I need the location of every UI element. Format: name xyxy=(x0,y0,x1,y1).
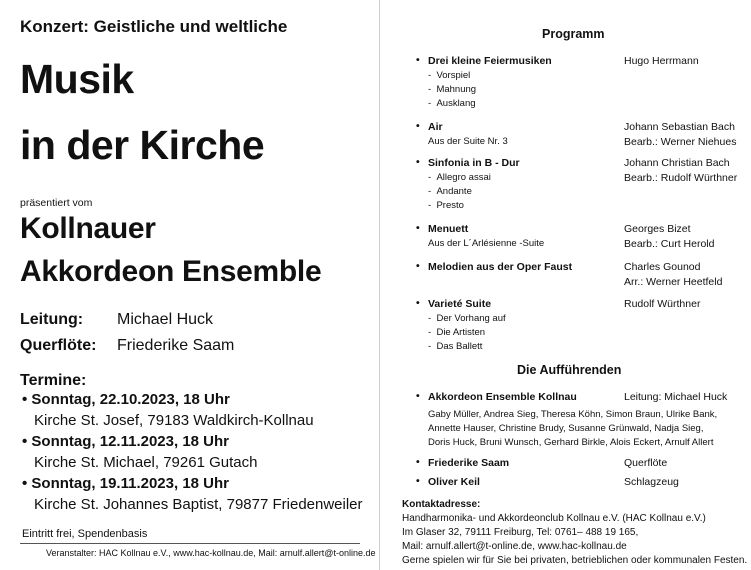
footer-rule xyxy=(20,543,360,544)
contact-line-4: Gerne spielen wir für Sie bei privaten, betrieblichen oder kommunalen Festen. xyxy=(402,555,748,566)
termine-label: Termine: xyxy=(20,372,87,389)
program-item-5-composer: Charles Gounod xyxy=(624,261,701,273)
title-line-1: Musik xyxy=(20,56,134,102)
program-item-4-subtitle: Aus der L´Arlésienne -Suite xyxy=(428,238,545,249)
program-item-6-part: - Der Vorhang auf xyxy=(428,313,506,324)
contact-line-2: Im Glaser 32, 79111 Freiburg, Tel: 0761– 488 19 165, xyxy=(402,527,639,538)
program-item-2-composer: Johann Sebastian Bach xyxy=(624,121,735,133)
program-item-5-arranger: Arr.: Werner Heetfeld xyxy=(624,276,723,288)
soloist-1-instrument: Querflöte xyxy=(624,457,668,469)
program-item-1-part: - Mahnung xyxy=(428,84,477,95)
date-1: • Sonntag, 22.10.2023, 18 Uhr xyxy=(22,391,230,408)
program-item-3-composer: Johann Christian Bach xyxy=(624,157,730,169)
program-item-3-part: - Andante xyxy=(428,186,472,197)
ensemble-leader: Leitung: Michael Huck xyxy=(624,391,728,403)
floete-name: Friederike Saam xyxy=(117,337,235,354)
members-line-3: Doris Huck, Bruni Wunsch, Gerhard Birkle, Alois Eckert, Arnulf Allert xyxy=(428,437,714,448)
program-item-3-part: - Allegro assai xyxy=(428,172,491,183)
programm-heading: Programm xyxy=(542,27,605,41)
place-2: Kirche St. Michael, 79261 Gutach xyxy=(34,454,258,471)
program-item-3-part: - Presto xyxy=(428,200,464,211)
program-item-6-part: - Das Ballett xyxy=(428,341,483,352)
program-item-2-subtitle: Aus der Suite Nr. 3 xyxy=(428,136,508,147)
flyer-right-page xyxy=(380,0,751,570)
ensemble-line-1: Kollnauer xyxy=(20,212,156,245)
contact-line-3: Mail: arnulf.allert@t-online.de, www.hac-kollnau.de xyxy=(402,541,627,552)
program-item-4-composer: Georges Bizet xyxy=(624,223,691,235)
soloist-2-instrument: Schlagzeug xyxy=(624,476,679,488)
title-line-2: in der Kirche xyxy=(20,122,265,168)
date-3: • Sonntag, 19.11.2023, 18 Uhr xyxy=(22,475,230,492)
ensemble-name: • Akkordeon Ensemble Kollnau xyxy=(428,391,577,403)
place-1: Kirche St. Josef, 79183 Waldkirch-Kollnau xyxy=(34,412,314,429)
program-item-6-title: • Varieté Suite xyxy=(428,298,491,310)
program-item-6-composer: Rudolf Würthner xyxy=(624,298,701,310)
program-item-1-composer: Hugo Herrmann xyxy=(624,55,699,67)
leitung-name: Michael Huck xyxy=(117,311,214,328)
program-item-3-title: • Sinfonia in B - Dur xyxy=(428,157,520,169)
organizer-footer: Veranstalter: HAC Kollnau e.V., www.hac-kollnau.de, Mail: arnulf.allert@t-online.de xyxy=(46,548,376,558)
ensemble-line-2: Akkordeon Ensemble xyxy=(20,255,322,288)
program-item-1-part: - Ausklang xyxy=(428,98,476,109)
concert-header: Konzert: Geistliche und weltliche xyxy=(20,17,288,36)
leitung-label: Leitung: xyxy=(20,311,84,328)
soloist-2-name: • Oliver Keil xyxy=(428,476,480,488)
contact-heading: Kontaktadresse: xyxy=(402,499,481,510)
place-3: Kirche St. Johannes Baptist, 79877 Friedenweiler xyxy=(34,496,363,513)
date-2: • Sonntag, 12.11.2023, 18 Uhr xyxy=(22,433,230,450)
program-item-4-arranger: Bearb.: Curt Herold xyxy=(624,238,715,250)
entry-note: Eintritt frei, Spendenbasis xyxy=(22,528,148,540)
program-item-3-arranger: Bearb.: Rudolf Würthner xyxy=(624,172,738,184)
program-item-1-part: - Vorspiel xyxy=(428,70,471,81)
members-line-1: Gaby Müller, Andrea Sieg, Theresa Köhn, Simon Braun, Ulrike Bank, xyxy=(428,409,718,420)
presented-by: präsentiert vom xyxy=(20,197,93,209)
performers-heading: Die Aufführenden xyxy=(517,363,622,377)
contact-line-1: Handharmonika- und Akkordeonclub Kollnau e.V. (HAC Kollnau e.V.) xyxy=(402,513,706,524)
program-item-4-title: • Menuett xyxy=(428,223,468,235)
program-item-2-arranger: Bearb.: Werner Niehues xyxy=(624,136,737,148)
program-item-6-part: - Die Artisten xyxy=(428,327,486,338)
soloist-1-name: • Friederike Saam xyxy=(428,457,509,469)
program-item-5-title: • Melodien aus der Oper Faust xyxy=(428,261,572,273)
program-item-2-title: • Air xyxy=(428,121,443,133)
program-item-1-title: • Drei kleine Feiermusiken xyxy=(428,55,552,67)
members-line-2: Annette Hauser, Christine Brudy, Susanne Grünwald, Nadja Sieg, xyxy=(428,423,704,434)
floete-label: Querflöte: xyxy=(20,337,97,354)
